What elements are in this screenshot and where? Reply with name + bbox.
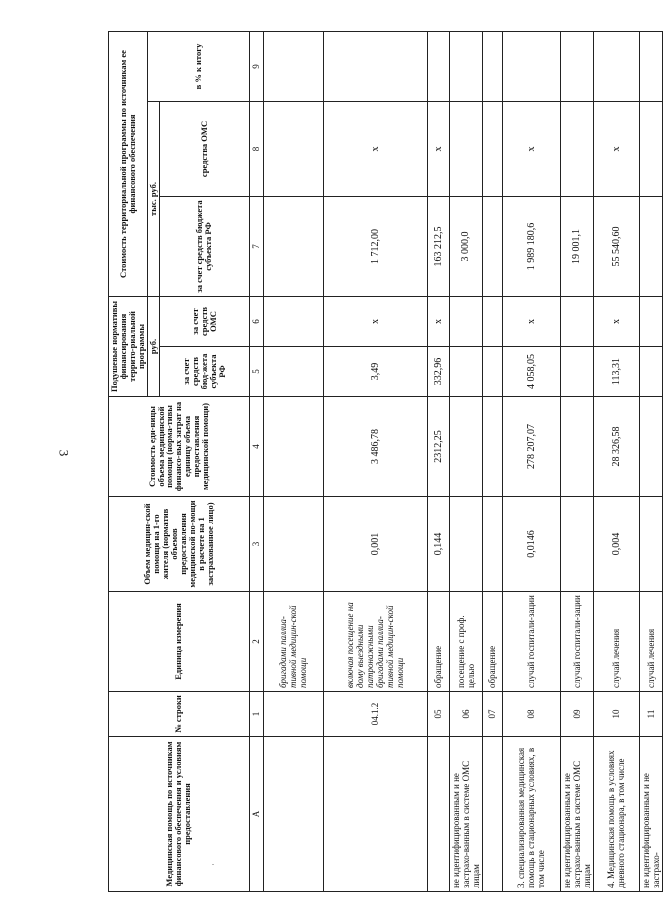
row-number-cell: 11 xyxy=(639,692,662,737)
row-unit-cell: случай лечения xyxy=(593,592,639,692)
table-row xyxy=(502,31,560,891)
row-percent-cell xyxy=(449,31,482,101)
row-volume-cell: 0,004 xyxy=(593,497,639,592)
row-percent-cell xyxy=(323,31,427,101)
row-cost-budget-cell: 19 001,1 xyxy=(560,196,593,296)
header-col-8: средства ОМС xyxy=(159,101,249,196)
header-col-1: № строки xyxy=(109,692,250,737)
row-unit-cost-cell xyxy=(449,397,482,497)
row-cost-budget-cell: 55 540,60 xyxy=(593,196,639,296)
row-unit-cell: обращение xyxy=(482,592,502,692)
row-description-cell xyxy=(323,737,427,892)
row-description-cell xyxy=(263,737,323,892)
row-description-cell: 3. специализированная медицинская помощь в стационарных условиях, в том числе xyxy=(502,737,560,892)
row-unit-cell: случай госпитали-зации xyxy=(560,592,593,692)
row-volume-cell xyxy=(263,497,323,592)
row-per-capita-oms-cell: x xyxy=(427,296,449,346)
row-percent-cell xyxy=(502,31,560,101)
row-unit-cost-cell: 278 207,07 xyxy=(502,397,560,497)
row-description-cell xyxy=(427,737,449,892)
row-cost-budget-cell: 1 989 180,6 xyxy=(502,196,560,296)
row-per-capita-oms-cell xyxy=(639,296,662,346)
row-unit-cost-cell xyxy=(482,397,502,497)
row-unit-cell: бригадами паллиа-тивной медицин-ской помощи xyxy=(263,592,323,692)
row-unit-cell: обращение xyxy=(427,592,449,692)
row-unit-cell: случай госпитали-зации xyxy=(502,592,560,692)
row-number-cell xyxy=(263,692,323,737)
row-number-cell: 09 xyxy=(560,692,593,737)
header-col-7: за счет средств бюджета субъекта РФ xyxy=(159,196,249,296)
row-cost-oms-cell xyxy=(560,101,593,196)
header-col-2: Единица измерения xyxy=(109,592,250,692)
row-cost-oms-cell: x xyxy=(502,101,560,196)
table-row xyxy=(323,31,427,891)
row-unit-cost-cell: 28 326,58 xyxy=(593,397,639,497)
row-unit-cost-cell: 3 486,78 xyxy=(323,397,427,497)
row-description-cell: не идентифицированным и не застрахо-ванным в системе ОМС лицам xyxy=(449,737,482,892)
row-per-capita-oms-cell xyxy=(482,296,502,346)
row-cost-budget-cell xyxy=(482,196,502,296)
header-group-789: Стоимость территориальной программы по источникам ее финансового обеспечения xyxy=(109,31,148,296)
row-per-capita-budget-cell xyxy=(263,347,323,397)
row-number-cell: 05 xyxy=(427,692,449,737)
table-row xyxy=(427,31,449,891)
row-per-capita-oms-cell: x xyxy=(593,296,639,346)
row-description-cell: не идентифицированным и не застрахо-ванным в системе ОМС лицам xyxy=(560,737,593,892)
row-per-capita-oms-cell xyxy=(449,296,482,346)
row-percent-cell xyxy=(560,31,593,101)
index-cell: 9 xyxy=(249,31,263,101)
row-cost-oms-cell xyxy=(639,101,662,196)
row-unit-cost-cell: 2312,25 xyxy=(427,397,449,497)
header-col-4: Стоимость еди-ницы объема медицинской помощи (норма-тивы финансо-вых затрат на единицу объема предоставления медицинской помощи) xyxy=(109,397,250,497)
row-per-capita-budget-cell xyxy=(482,347,502,397)
row-unit-cost-cell xyxy=(263,397,323,497)
row-number-cell: 07 xyxy=(482,692,502,737)
index-cell: 2 xyxy=(249,592,263,692)
row-cost-budget-cell xyxy=(639,196,662,296)
row-volume-cell: 0,144 xyxy=(427,497,449,592)
row-unit-cost-cell xyxy=(560,397,593,497)
row-per-capita-oms-cell: x xyxy=(502,296,560,346)
row-percent-cell xyxy=(482,31,502,101)
row-per-capita-budget-cell: 113,31 xyxy=(593,347,639,397)
row-unit-cell: включая посещение на дому выездными патронажными бригадами паллиа-тивной медицин-ской помощи xyxy=(323,592,427,692)
row-cost-oms-cell xyxy=(449,101,482,196)
row-number-cell: 08 xyxy=(502,692,560,737)
index-cell: 3 xyxy=(249,497,263,592)
row-description-cell: не идентифицированным и не застрахо- xyxy=(639,737,662,892)
row-unit-cost-cell xyxy=(639,397,662,497)
row-cost-budget-cell xyxy=(263,196,323,296)
header-group-56: Подушевые нормативы финансирования террито-риальной программы xyxy=(109,296,148,396)
row-per-capita-oms-cell xyxy=(560,296,593,346)
program-cost-table xyxy=(108,31,663,892)
row-per-capita-budget-cell xyxy=(449,347,482,397)
rotated-table-container xyxy=(108,32,661,892)
row-per-capita-oms-cell: x xyxy=(323,296,427,346)
header-col-3: Объем медицин-ской помощи на 1-го жителя (норматив объемов предоставления медицинской по-мощи в расчете на 1 застрахованное лицо) xyxy=(109,497,250,592)
row-description-cell: 4. Медицинская помощь в условиях дневного стационара, в том числе xyxy=(593,737,639,892)
row-per-capita-budget-cell xyxy=(639,347,662,397)
index-cell: 5 xyxy=(249,347,263,397)
header-unit-78: тыс. руб. xyxy=(147,101,159,296)
header-col-5: за счет средств бюд-жета субъекта РФ xyxy=(159,347,249,397)
table-row xyxy=(482,31,502,891)
row-volume-cell xyxy=(639,497,662,592)
scan-dot: . xyxy=(212,858,214,867)
row-percent-cell xyxy=(639,31,662,101)
row-volume-cell xyxy=(449,497,482,592)
row-per-capita-budget-cell: 332,96 xyxy=(427,347,449,397)
row-cost-budget-cell: 163 212,5 xyxy=(427,196,449,296)
row-unit-cell: посещение с проф. целью xyxy=(449,592,482,692)
row-unit-cell: случай лечения xyxy=(639,592,662,692)
row-volume-cell xyxy=(560,497,593,592)
row-number-cell: 06 xyxy=(449,692,482,737)
row-cost-oms-cell: x xyxy=(427,101,449,196)
row-per-capita-budget-cell: 4 058,05 xyxy=(502,347,560,397)
table-row xyxy=(449,31,482,891)
header-row-1 xyxy=(109,31,148,891)
row-percent-cell xyxy=(593,31,639,101)
row-per-capita-oms-cell xyxy=(263,296,323,346)
row-cost-budget-cell: 3 000,0 xyxy=(449,196,482,296)
row-description-cell xyxy=(482,737,502,892)
header-col-6: за счет средств ОМС xyxy=(159,296,249,346)
index-row xyxy=(249,31,263,891)
row-cost-oms-cell xyxy=(482,101,502,196)
page-number: 3 xyxy=(56,449,72,457)
table-row xyxy=(560,31,593,891)
table-row xyxy=(639,31,662,891)
row-per-capita-budget-cell: 3,49 xyxy=(323,347,427,397)
row-number-cell: 04.1.2 xyxy=(323,692,427,737)
row-cost-oms-cell: x xyxy=(323,101,427,196)
index-cell: 6 xyxy=(249,296,263,346)
header-unit-56: руб. xyxy=(147,296,159,396)
row-percent-cell xyxy=(427,31,449,101)
row-percent-cell xyxy=(263,31,323,101)
header-col-a: Медицинская помощь по источникам финансового обеспечения и условиям предоставления xyxy=(109,737,250,892)
row-volume-cell xyxy=(482,497,502,592)
index-cell: 1 xyxy=(249,692,263,737)
table-body xyxy=(263,31,662,891)
index-cell: 4 xyxy=(249,397,263,497)
row-cost-oms-cell: x xyxy=(593,101,639,196)
header-col-9: в % к итогу xyxy=(147,31,249,101)
row-cost-budget-cell: 1 712,00 xyxy=(323,196,427,296)
row-volume-cell: 0,0146 xyxy=(502,497,560,592)
row-volume-cell: 0,001 xyxy=(323,497,427,592)
row-per-capita-budget-cell xyxy=(560,347,593,397)
table-row xyxy=(593,31,639,891)
index-cell: 7 xyxy=(249,196,263,296)
index-cell: 8 xyxy=(249,101,263,196)
index-cell: А xyxy=(249,737,263,892)
table-row xyxy=(263,31,323,891)
row-cost-oms-cell xyxy=(263,101,323,196)
row-number-cell: 10 xyxy=(593,692,639,737)
